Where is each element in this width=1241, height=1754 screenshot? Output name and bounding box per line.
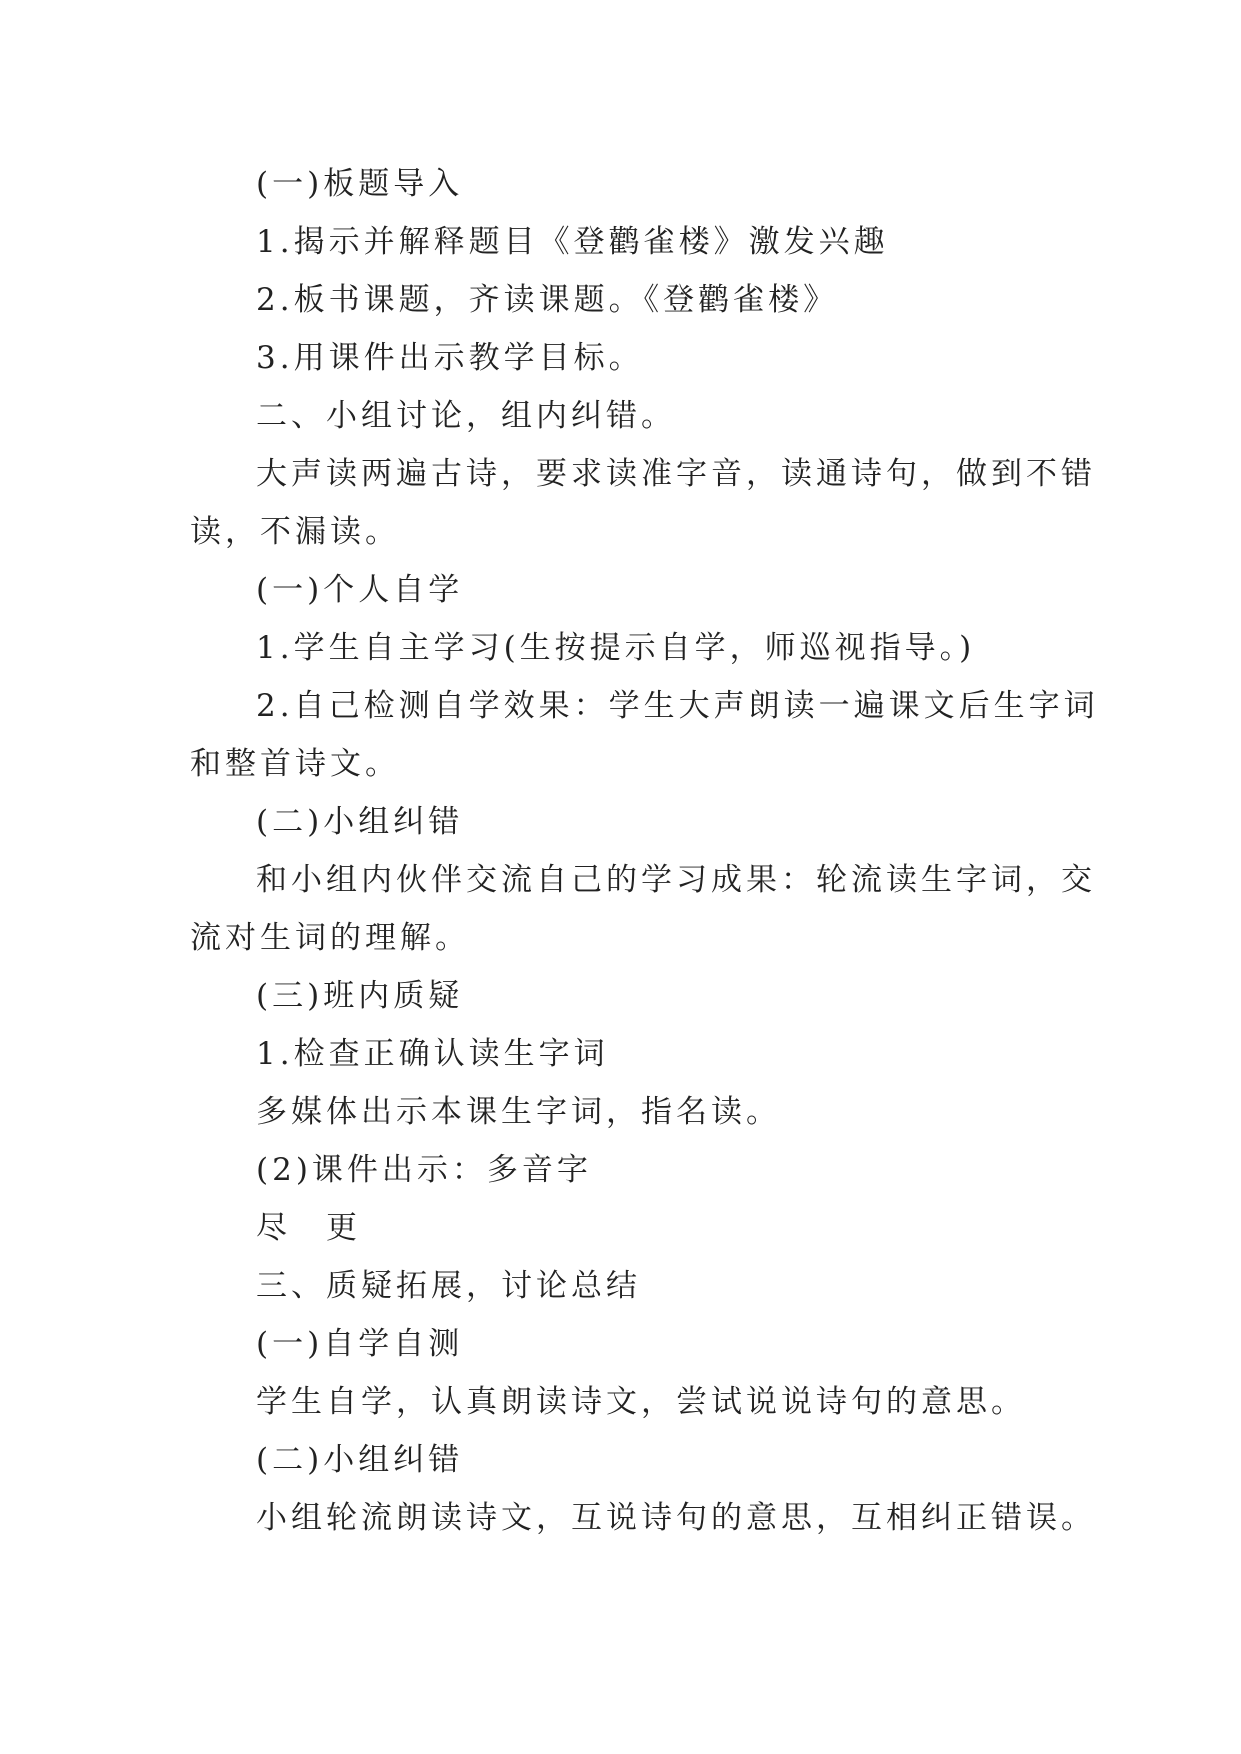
- section-heading: (一)个人自学: [256, 572, 464, 608]
- paragraph-line: 和小组内伙伴交流自己的学习成果：轮流读生字词，交: [256, 862, 1096, 898]
- section-heading: (二)小组纠错: [256, 804, 464, 840]
- section-heading: (一)自学自测: [256, 1326, 464, 1362]
- paragraph-line: 2.自己检测自学效果：学生大声朗读一遍课文后生字词: [256, 688, 1099, 724]
- paragraph-line: 2.板书课题，齐读课题。《登鹳雀楼》: [256, 282, 839, 318]
- paragraph-line: 和整首诗文。: [190, 746, 400, 782]
- paragraph-line: (2)课件出示：多音字: [256, 1152, 592, 1188]
- paragraph-line: 大声读两遍古诗，要求读准字音，读通诗句，做到不错: [256, 456, 1096, 492]
- section-heading: 二、小组讨论，组内纠错。: [256, 398, 676, 434]
- paragraph-line: 1.检查正确认读生字词: [256, 1036, 609, 1072]
- section-heading: (三)班内质疑: [256, 978, 464, 1014]
- section-heading: (二)小组纠错: [256, 1442, 464, 1478]
- paragraph-line: 1.学生自主学习(生按提示自学，师巡视指导。): [256, 630, 976, 666]
- section-heading: 三、质疑拓展，讨论总结: [256, 1268, 641, 1304]
- paragraph-line: 小组轮流朗读诗文，互说诗句的意思，互相纠正错误。: [256, 1500, 1096, 1536]
- paragraph-line: 流对生词的理解。: [190, 920, 470, 956]
- paragraph-line: 读，不漏读。: [190, 514, 400, 550]
- section-heading: (一)板题导入: [256, 166, 464, 202]
- paragraph-line: 多媒体出示本课生字词，指名读。: [256, 1094, 781, 1130]
- paragraph-line: 3.用课件出示教学目标。: [256, 340, 644, 376]
- paragraph-line: 尽 更: [256, 1210, 361, 1246]
- paragraph-line: 学生自学，认真朗读诗文，尝试说说诗句的意思。: [256, 1384, 1026, 1420]
- paragraph-line: 1.揭示并解释题目《登鹳雀楼》激发兴趣: [256, 224, 889, 260]
